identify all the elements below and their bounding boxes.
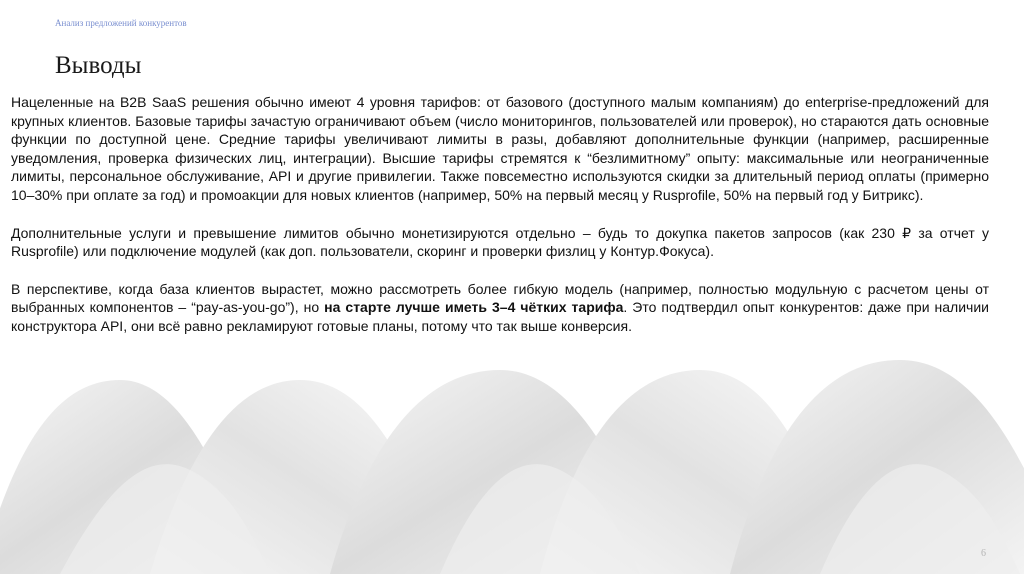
- paragraph-3-part-2: . Это подтвердил опыт конкурентов: даже при наличии конструктора API, они всё равно рекламируют готовые планы, потому что так выше конверсия.: [11, 299, 989, 334]
- page-number: 6: [981, 548, 986, 559]
- header-subtitle: Анализ предложений конкурентов: [55, 18, 187, 28]
- paragraph-3: [11, 280, 989, 336]
- paragraph-2: Дополнительные услуги и превышение лимитов обычно монетизируются отдельно – будь то докупка пакетов запросов (как 230 ₽ за отчет у Rusprofile) или подключение модулей (как доп. пользователи, скоринг и проверки физлиц у Контур.Фокуса).: [11, 224, 989, 260]
- slide-title: Выводы: [55, 52, 142, 79]
- paragraph-3-part-1: В перспективе, когда база клиентов вырастет, можно рассмотреть более гибкую модель (например, полностью модульную с расчетом цены от выбранных компонентов – “pay-as-you-go”), но: [11, 280, 989, 316]
- paragraph-3-emphasis: на старте лучше иметь 3–4 чётких тарифа: [324, 299, 624, 316]
- paragraph-1: Нацеленные на B2B SaaS решения обычно имеют 4 уровня тарифов: от базового (доступного малым компаниям) до enterprise-предложений для крупных клиентов. Базовые тарифы зачастую ограничивают объем (число мониторингов, пользователей или проверок), но стараются дать основные функции по доступной цене. Средние тарифы увеличивают лимиты в разы, добавляют дополнительные функции (например, расширенные уведомления, проверка физических лиц, интеграции). Высшие тарифы стремятся к “безлимитному” опыту: максимальные или неограниченные лимиты, персональное обслуживание, API и другие привилегии. Также повсеместно используются скидки за длительный период оплаты (примерно 10–30% при оплате за год) и промоакции для новых клиентов (например, 50% на первый месяц у Rusprofile, 50% на первый год у Битрикс).: [11, 94, 989, 203]
- body-text: [11, 93, 989, 355]
